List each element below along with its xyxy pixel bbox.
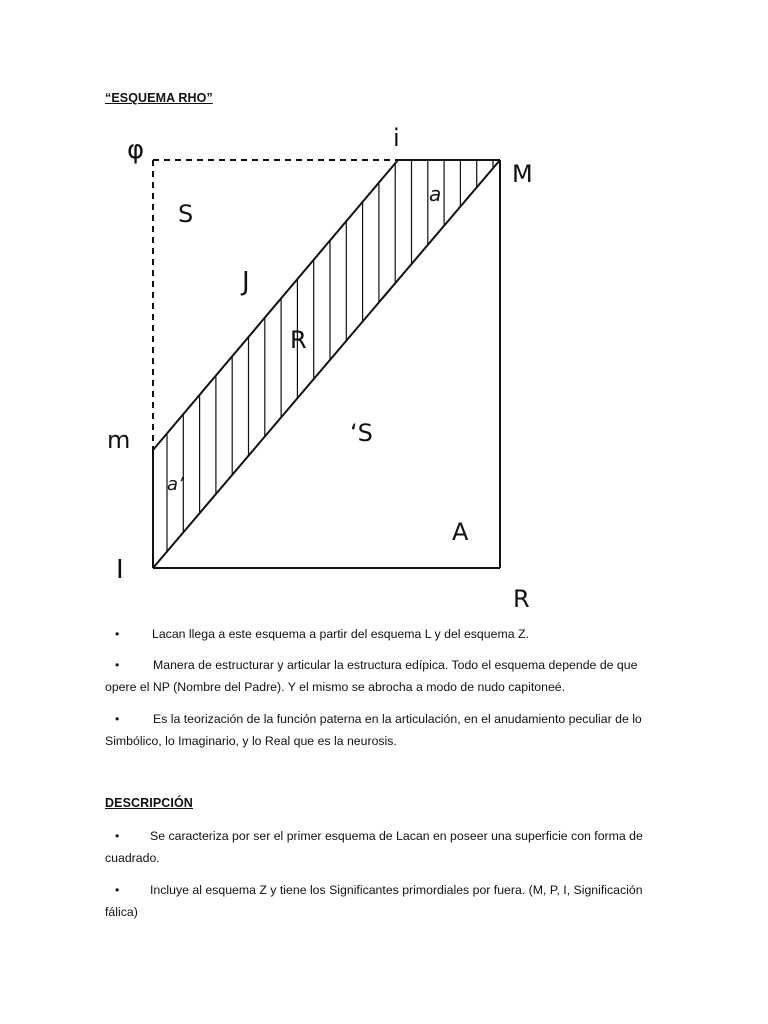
label-S-prime: ‘S [350,419,373,447]
label-A: A [452,518,469,546]
bullet-marker: • [115,829,120,843]
bullet-item [105,879,670,923]
label-J: J [242,267,250,297]
bullet-marker: • [115,627,120,641]
document-title: “ESQUEMA RHO” [105,91,213,105]
label-a: a [429,182,442,206]
description-heading: DESCRIPCIÓN [105,796,193,810]
label-a-prime: a’ [167,474,184,495]
bullet-text: Es la teorización de la función paterna en la articulación, en el anudamiento peculiar de lo Simbólico, lo Imaginario, y lo Real que es la neurosis. [105,712,642,748]
label-R-inner: R [290,326,307,354]
label-I: I [116,555,124,585]
hatched-band [167,160,493,552]
label-S: S [178,200,194,228]
bullet-text: Lacan llega a este esquema a partir del esquema L y del esquema Z. [152,627,529,641]
label-phi: φ [127,135,145,165]
bullet-text: Incluye al esquema Z y tiene los Significantes primordiales por fuera. (M, P, I, Significación fálica) [105,883,643,919]
label-M: M [512,160,533,188]
lower-diagonal [153,160,500,568]
bullet-item [105,708,670,752]
bullet-marker: • [115,712,120,726]
bullet-item [105,825,670,869]
label-m: m [107,426,131,454]
bullet-text: Manera de estructurar y articular la estructura edípica. Todo el esquema depende de que opere el NP (Nombre del Padre). Y el mismo se abrocha a modo de nudo capitoneé. [105,658,638,694]
bullet-marker: • [115,658,120,672]
label-i: i [393,124,400,152]
bullet-item [115,623,675,645]
bullet-text: Se caracteriza por ser el primer esquema de Lacan en poseer una superficie con forma de cuadrado. [105,829,643,865]
label-R-corner: R [513,585,530,613]
bullet-marker: • [115,883,120,897]
bullet-item [105,654,670,698]
